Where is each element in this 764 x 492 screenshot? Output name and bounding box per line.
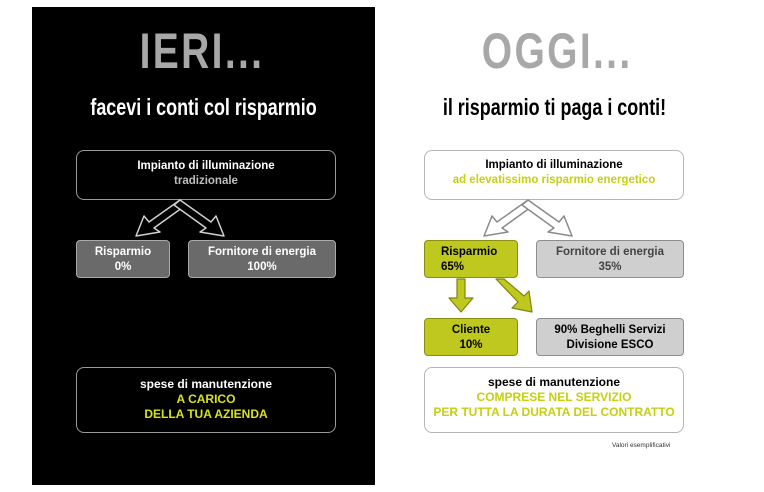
right-arrow-to-cliente bbox=[449, 279, 473, 312]
left-box-impianto-line1: Impianto di illuminazione bbox=[137, 160, 275, 172]
right-box-risparmio-line2: 65% bbox=[441, 261, 465, 273]
note-valori: Valori esemplificativi bbox=[612, 442, 671, 449]
right-box-cliente-line1: Cliente bbox=[451, 324, 491, 336]
left-box-spese-line1: spese di manutenzione bbox=[139, 377, 273, 391]
left-box-risparmio-line2: 0% bbox=[114, 261, 132, 273]
right-box-fornitore-line1: Fornitore di energia bbox=[556, 246, 664, 258]
left-arrow-to-fornitore bbox=[174, 200, 224, 236]
left-box-spese-line2: A CARICO bbox=[176, 392, 236, 406]
right-box-fornitore-line2: 35% bbox=[598, 261, 622, 273]
right-title: OGGI... bbox=[481, 23, 633, 79]
right-arrow-to-esco bbox=[496, 279, 532, 312]
right-box-spese-line1: spese di manutenzione bbox=[487, 375, 621, 389]
right-box-esco-line1: 90% Beghelli Servizi bbox=[554, 324, 666, 336]
left-box-risparmio-line1: Risparmio bbox=[94, 246, 152, 258]
right-box-cliente-line2: 10% bbox=[459, 339, 483, 351]
left-subtitle: facevi i conti col risparmio bbox=[90, 94, 317, 120]
left-box-spese-line3: DELLA TUA AZIENDA bbox=[144, 407, 268, 421]
right-box-spese-line3: PER TUTTA LA DURATA DEL CONTRATTO bbox=[433, 405, 675, 419]
right-box-esco-line2: Divisione ESCO bbox=[566, 339, 654, 351]
right-box-spese-line2: COMPRESE NEL SERVIZIO bbox=[476, 390, 632, 404]
right-subtitle: il risparmio ti paga i conti! bbox=[442, 94, 667, 120]
right-arrow-to-fornitore bbox=[522, 200, 572, 236]
right-box-risparmio-line1: Risparmio bbox=[441, 246, 498, 258]
left-box-impianto-line2: tradizionale bbox=[174, 175, 238, 187]
left-box-fornitore-line1: Fornitore di energia bbox=[208, 246, 316, 258]
right-box-impianto-line2: ad elevatissimo risparmio energetico bbox=[452, 174, 656, 186]
left-title: IERI... bbox=[139, 23, 265, 79]
right-box-impianto-line1: Impianto di illuminazione bbox=[485, 159, 623, 171]
left-box-fornitore-line2: 100% bbox=[247, 261, 277, 273]
